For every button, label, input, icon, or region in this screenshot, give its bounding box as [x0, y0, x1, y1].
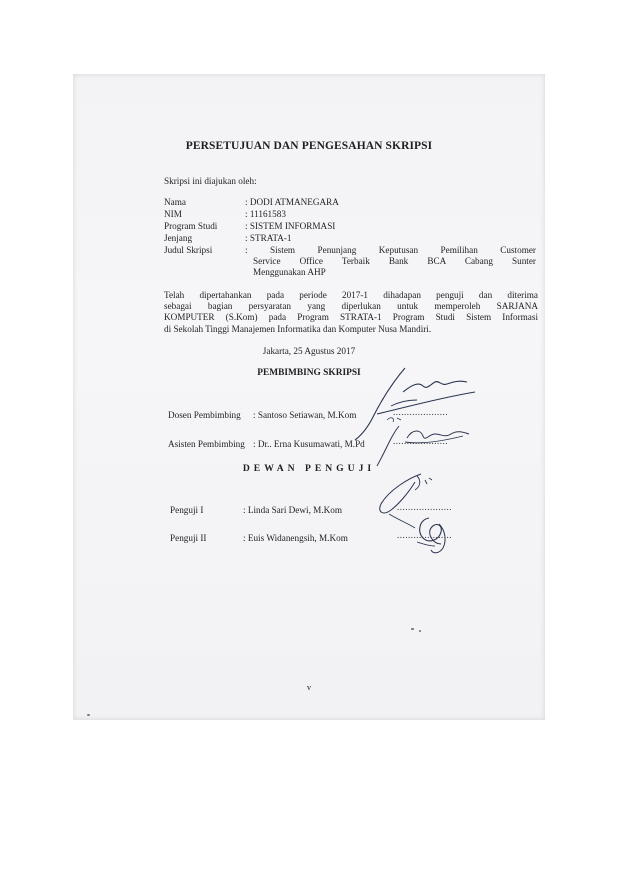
- signature-asisten-image: [369, 422, 479, 468]
- field-value-judul-line2: Service Office Terbaik Bank BCA Cabang Sunter: [253, 256, 536, 266]
- paragraph-line: Telah dipertahankan pada periode 2017-1 dihadapan penguji dan diterima: [164, 290, 538, 300]
- field-label-judul: Judul Skripsi: [164, 245, 213, 255]
- field-label-jenjang: Jenjang: [164, 233, 193, 243]
- examiner-value-2: : Euis Widanengsih, M.Kom: [243, 533, 348, 543]
- scan-speck: [419, 630, 421, 632]
- examiner-value-1: : Linda Sari Dewi, M.Kom: [243, 505, 343, 515]
- field-label-nama: Nama: [164, 197, 186, 207]
- examiner-label-1: Penguji I: [170, 505, 204, 515]
- paragraph-line: KOMPUTER (S.Kom) pada Program STRATA-1 Program Studi Sistem Informasi: [164, 312, 538, 323]
- document-title: PERSETUJUAN DAN PENGESAHAN SKRIPSI: [185, 140, 433, 152]
- supervisor-label-dosen: Dosen Pembimbing: [168, 410, 241, 420]
- page-number: v: [306, 682, 312, 692]
- field-value-judul-line1: : Sistem Penunjang Keputusan Pemilihan Customer: [245, 245, 536, 255]
- supervisor-heading: PEMBIMBING SKRIPSI: [257, 368, 361, 378]
- paragraph-line: di Sekolah Tinggi Manajemen Informatika dan Komputer Nusa Mandiri.: [164, 323, 432, 334]
- supervisor-label-asisten: Asisten Pembimbing: [168, 439, 245, 449]
- signature-penguji-2-image: [409, 514, 459, 558]
- examiner-heading: DEWAN PENGUJI: [242, 463, 376, 474]
- place-date: Jakarta, 25 Agustus 2017: [262, 346, 356, 356]
- signature-line-asisten: ....................: [393, 436, 448, 446]
- examiner-label-2: Penguji II: [170, 533, 207, 543]
- supervisor-value-asisten: : Dr.. Erna Kusumawati, M.Pd: [253, 439, 365, 449]
- field-value-program-studi: : SISTEM INFORMASI: [245, 221, 336, 231]
- scanned-page: [73, 74, 545, 720]
- signature-line-dosen: ....................: [393, 407, 448, 417]
- field-value-jenjang: : STRATA-1: [245, 233, 292, 243]
- scan-speck: [87, 714, 90, 716]
- intro-text: Skripsi ini diajukan oleh:: [164, 176, 257, 186]
- field-value-nim: : 11161583: [245, 209, 286, 219]
- scan-speck: [411, 628, 414, 630]
- paragraph-line: sebagai bagian persyaratan yang diperlukan untuk memperoleh SARJANA: [164, 301, 538, 312]
- signature-line-penguji-1: ....................: [397, 502, 452, 512]
- field-value-judul-line3: Menggunakan AHP: [253, 267, 326, 277]
- field-label-program-studi: Program Studi: [164, 221, 218, 231]
- supervisor-value-dosen: : Santoso Setiawan, M.Kom: [253, 410, 357, 420]
- field-label-nim: NIM: [164, 209, 182, 219]
- approval-paragraph: [164, 290, 538, 335]
- field-value-nama: : DODI ATMANEGARA: [245, 197, 339, 207]
- signature-line-penguji-2: ....................: [397, 530, 452, 540]
